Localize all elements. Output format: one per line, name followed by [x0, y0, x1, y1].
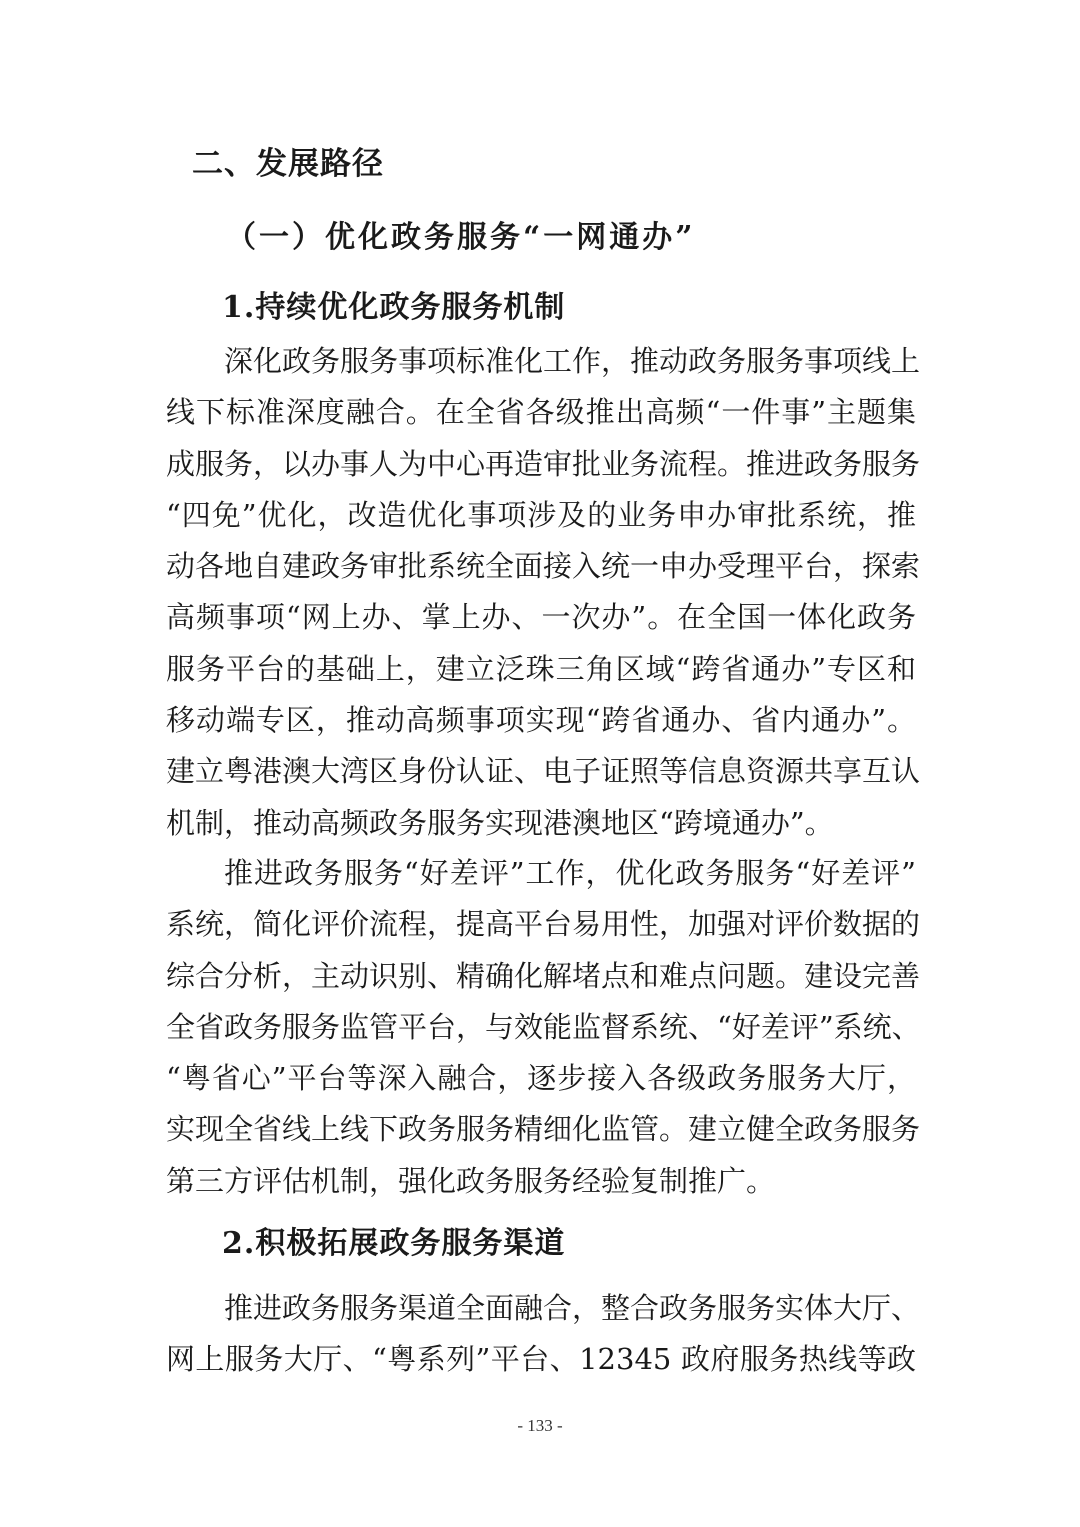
paragraph-line: 高频事项“网上办、掌上办、一次办”。在全国一体化政务	[166, 600, 916, 635]
paragraph-2	[166, 848, 921, 1207]
paragraph-line: 线下标准深度融合。在全省各级推出高频“一件事”主题集	[166, 395, 916, 430]
paragraph-line: 系统，简化评价流程，提高平台易用性，加强对评价数据的	[166, 907, 921, 942]
paragraph-line: 建立粤港澳大湾区身份认证、电子证照等信息资源共享互认	[166, 754, 921, 789]
subsection-heading-2: 2.积极拓展政务服务渠道	[222, 1226, 566, 1261]
page-number: - 133 -	[517, 1416, 563, 1435]
paragraph-line: 移动端专区，推动高频事项实现“跨省通办、省内通办”。	[166, 703, 916, 738]
paragraph-1	[166, 336, 921, 849]
subsection-heading-1: 1.持续优化政务服务机制	[222, 290, 566, 325]
paragraph-line: 成服务，以办事人为中心再造审批业务流程。推进政务服务	[166, 446, 921, 481]
paragraph-line: 推进政务服务渠道全面融合，整合政务服务实体大厅、	[224, 1291, 921, 1325]
paragraph-line: 推进政务服务“好差评”工作，优化政务服务“好差评”	[224, 856, 916, 890]
paragraph-line: “粤省心”平台等深入融合，逐步接入各级政务服务大厅，	[166, 1061, 916, 1096]
paragraph-line: 动各地自建政务审批系统全面接入统一申办受理平台，探索	[166, 549, 921, 584]
paragraph-line: “四免”优化，改造优化事项涉及的业务申办审批系统，推	[166, 497, 916, 532]
paragraph-line: 全省政务服务监管平台，与效能监督系统、“好差评”系统、	[166, 1009, 921, 1044]
section-heading: （一）优化政务服务“一网通办”	[226, 220, 696, 255]
paragraph-3	[166, 1283, 921, 1386]
chapter-heading: 二、发展路径	[192, 146, 384, 182]
paragraph-line: 深化政务服务事项标准化工作，推动政务服务事项线上	[224, 344, 921, 378]
paragraph-line: 综合分析，主动识别、精确化解堵点和难点问题。建设完善	[166, 958, 921, 993]
paragraph-line: 实现全省线上线下政务服务精细化监管。建立健全政务服务	[166, 1112, 921, 1147]
paragraph-line: 机制，推动高频政务服务实现港澳地区“跨境通办”。	[166, 805, 834, 840]
paragraph-line: 网上服务大厅、“粤系列”平台、12345 政府服务热线等政	[166, 1342, 916, 1377]
paragraph-line: 服务平台的基础上，建立泛珠三角区域“跨省通办”专区和	[166, 651, 916, 686]
paragraph-line: 第三方评估机制，强化政务服务经验复制推广。	[166, 1163, 776, 1198]
